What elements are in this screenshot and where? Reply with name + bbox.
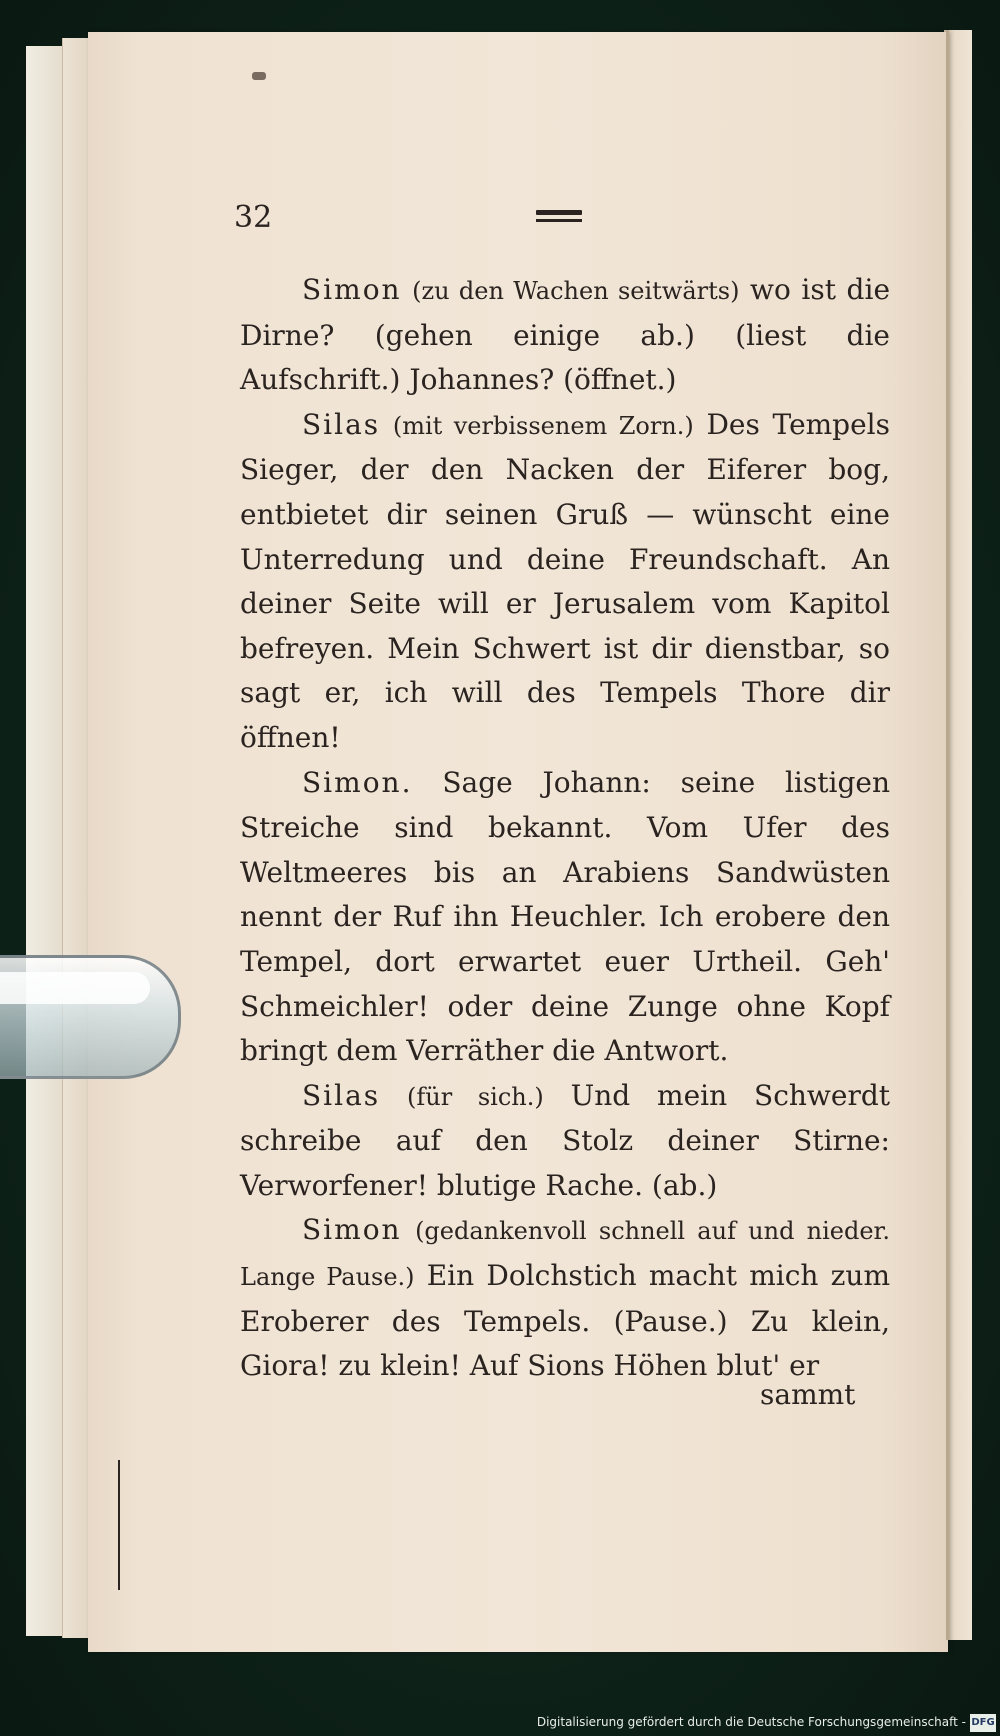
stage-direction: (zu den Wachen seitwärts) [412, 277, 740, 305]
paragraph-text: Und mein Schwerdt schreibe auf den Stolz deiner Stirne: Verworfener! blutige Rache. (ab.) [240, 1078, 891, 1202]
paragraph-1 [240, 268, 890, 403]
paragraph-3 [240, 761, 890, 1074]
header-ornament [536, 210, 582, 224]
stage-direction: (für sich.) [407, 1082, 544, 1111]
speaker-name: Silas [302, 407, 381, 441]
paragraph-text: Sage Johann: seine listigen Streiche sind bekannt. Vom Ufer des Weltmeeres bis an Arabiens Sandwüsten nennt der Ruf ihn Heuchler. Ich erobere den Tempel, dort erwartet euer Urtheil. Geh' Schmeichler! oder deine Zunge ohne Kopf bringt dem Verräther die Antwort. [240, 765, 890, 1068]
spine-line [946, 30, 949, 1640]
catchword: sammt [760, 1378, 856, 1411]
page-number: 32 [234, 200, 273, 235]
speaker-name: Simon [302, 273, 402, 306]
paragraph-2 [240, 403, 890, 761]
stage-direction: (gedankenvoll schnell auf und nieder. Lange Pause.) [240, 1217, 891, 1292]
footer-credit: Digitalisierung gefördert durch die Deutsche Forschungsgemeinschaft - [536, 1715, 966, 1729]
paragraph-text: wo ist die Dirne? (gehen einige ab.) (liest die Aufschrift.) Johannes? (öffnet.) [240, 273, 891, 397]
page-header [228, 200, 928, 240]
speaker-name: Simon. [302, 765, 413, 799]
ink-blot [252, 72, 266, 80]
dfg-logo: DFG [970, 1714, 996, 1732]
page-text [240, 268, 890, 1389]
speaker-name: Silas [302, 1078, 381, 1112]
clip-glare [0, 972, 150, 1004]
speaker-name: Simon [302, 1213, 402, 1247]
margin-rule [118, 1460, 120, 1590]
ornament-bar-thick [536, 210, 582, 215]
ornament-bar-thin [536, 219, 582, 222]
paragraph-5 [240, 1208, 890, 1388]
paragraph-4 [240, 1074, 890, 1209]
paragraph-text: Ein Dolchstich macht mich zum Eroberer des Tempels. (Pause.) Zu klein, Giora! zu klein! Auf Sions Höhen blut' er [240, 1259, 890, 1383]
stage-direction: (mit verbissenem Zorn.) [392, 411, 694, 440]
page-holder-clip [0, 955, 181, 1079]
paragraph-text: Des Tempels Sieger, der den Nacken der Eiferer bog, entbietet dir seinen Gruß — wünscht eine Unterredung und deine Freundschaft. An deiner Seite will er Jerusalem vom Kapitol befreyen. Mein Schwert ist dir dienstbar, so sagt er, ich will des Tempels Thore dir öffnen! [240, 407, 891, 754]
footer-bar [0, 1712, 1000, 1736]
